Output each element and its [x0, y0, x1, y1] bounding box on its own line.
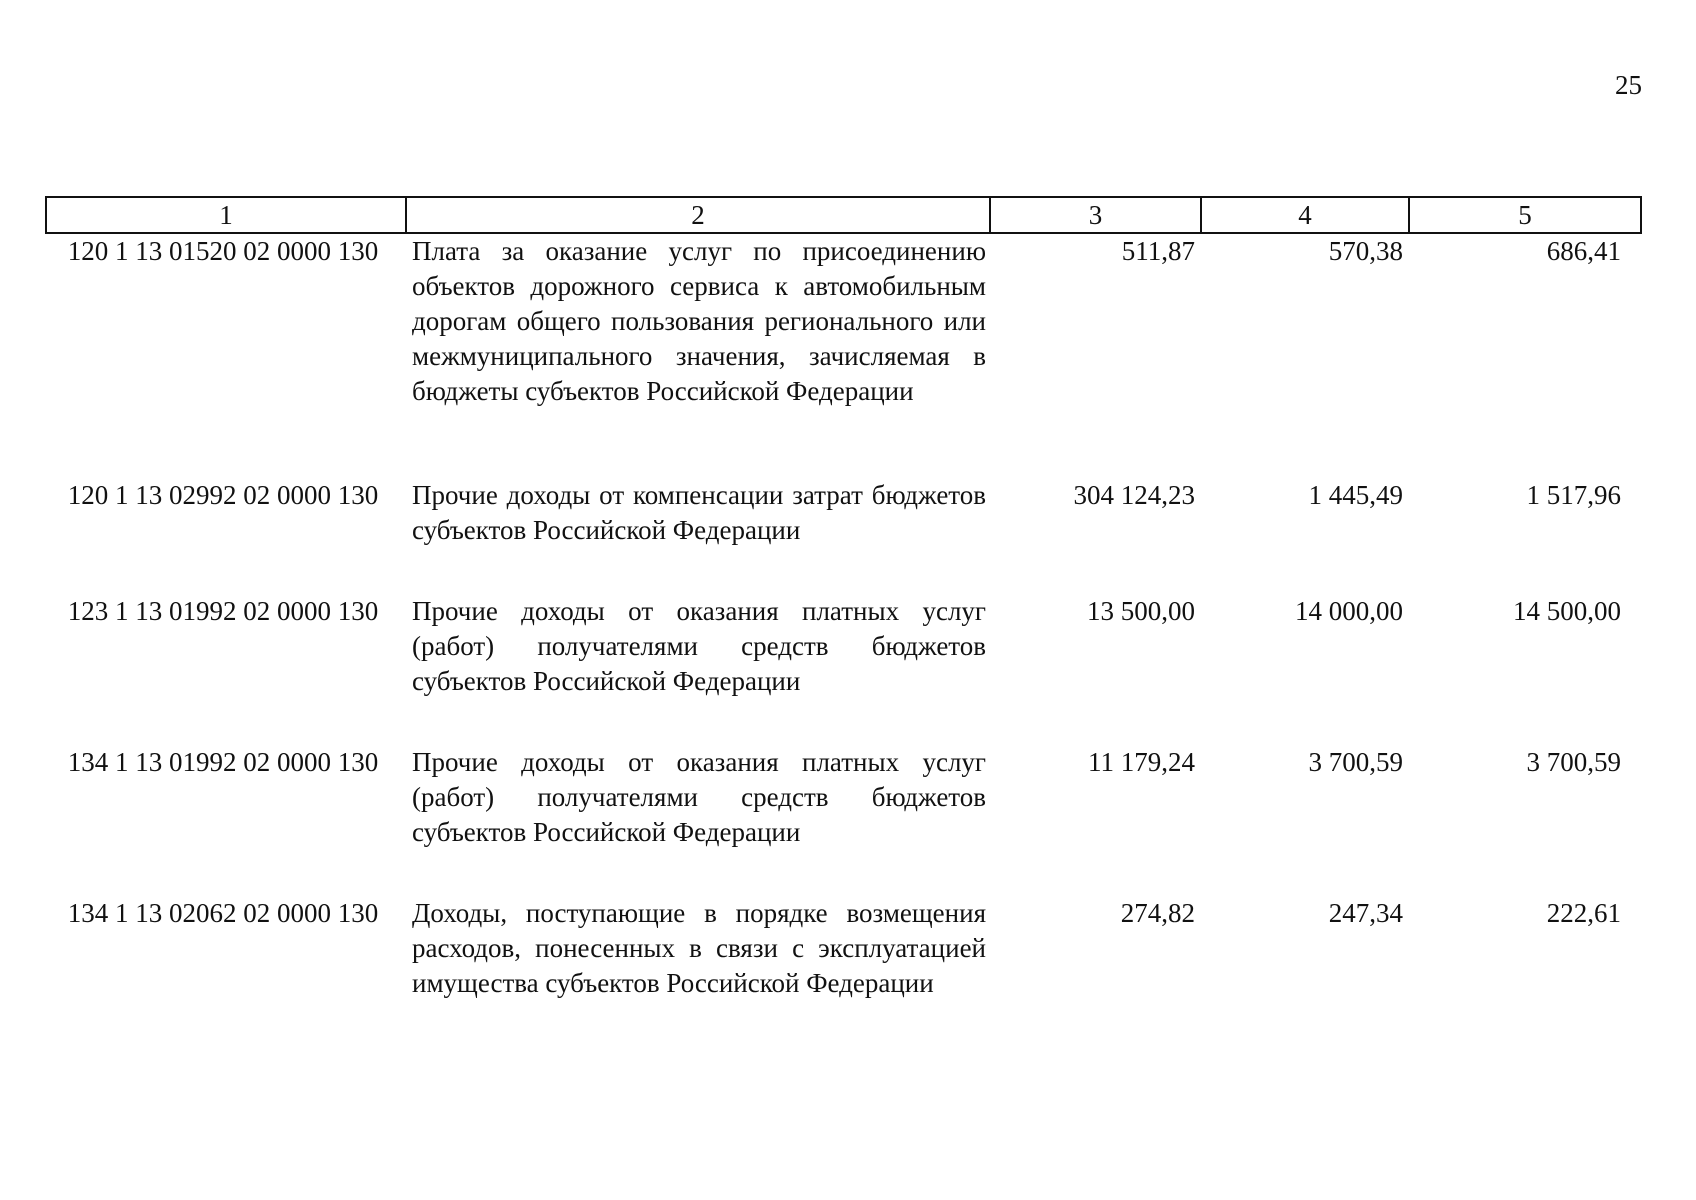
amount-col-3: 274,82 — [1120, 898, 1195, 928]
amount-col-3: 11 179,24 — [1088, 747, 1195, 777]
amount-col-5: 686,41 — [1546, 236, 1621, 266]
classification-code: 120 1 13 01520 02 0000 130 — [67, 236, 379, 266]
amount-col-3: 304 124,23 — [1073, 480, 1195, 510]
table-row — [46, 478, 1641, 594]
amount-col-4: 570,38 — [1328, 236, 1403, 266]
table-row — [46, 233, 1641, 478]
header-col-3: 3 — [990, 197, 1201, 233]
amount-col-3: 13 500,00 — [1087, 596, 1195, 626]
amount-col-3: 511,87 — [1121, 236, 1195, 266]
page-number: 25 — [1615, 70, 1642, 100]
header-col-1: 1 — [46, 197, 406, 233]
amount-col-4: 247,34 — [1328, 898, 1403, 928]
classification-code: 120 1 13 02992 02 0000 130 — [67, 480, 379, 510]
header-col-2: 2 — [406, 197, 990, 233]
classification-code: 134 1 13 01992 02 0000 130 — [67, 747, 379, 777]
income-name: Доходы, поступающие в порядке возмещения расходов, понесенных в связи с эксплуатацией имущества субъектов Российской Федерации — [412, 898, 986, 998]
income-name: Плата за оказание услуг по присоединению объектов дорожного сервиса к автомобильным дорогам общего пользования регионального или межмуниципального значения, зачисляемая в бюджеты субъектов Российской Федерации — [412, 236, 986, 406]
amount-col-5: 3 700,59 — [1526, 747, 1621, 777]
income-table — [45, 196, 1642, 1047]
amount-col-5: 1 517,96 — [1526, 480, 1621, 510]
table-header-row — [46, 197, 1641, 233]
amount-col-4: 3 700,59 — [1308, 747, 1403, 777]
header-col-5: 5 — [1409, 197, 1641, 233]
income-name: Прочие доходы от оказания платных услуг (работ) получателями средств бюджетов субъектов Российской Федерации — [412, 596, 986, 696]
amount-col-5: 222,61 — [1546, 898, 1621, 928]
table-row — [46, 896, 1641, 1047]
classification-code: 123 1 13 01992 02 0000 130 — [67, 596, 379, 626]
income-name: Прочие доходы от компенсации затрат бюджетов субъектов Российской Федерации — [412, 480, 986, 545]
amount-col-4: 14 000,00 — [1295, 596, 1403, 626]
table-row — [46, 745, 1641, 896]
income-name: Прочие доходы от оказания платных услуг (работ) получателями средств бюджетов субъектов Российской Федерации — [412, 747, 986, 847]
header-col-4: 4 — [1201, 197, 1409, 233]
amount-col-4: 1 445,49 — [1308, 480, 1403, 510]
amount-col-5: 14 500,00 — [1513, 596, 1621, 626]
classification-code: 134 1 13 02062 02 0000 130 — [67, 898, 379, 928]
table-row — [46, 594, 1641, 745]
